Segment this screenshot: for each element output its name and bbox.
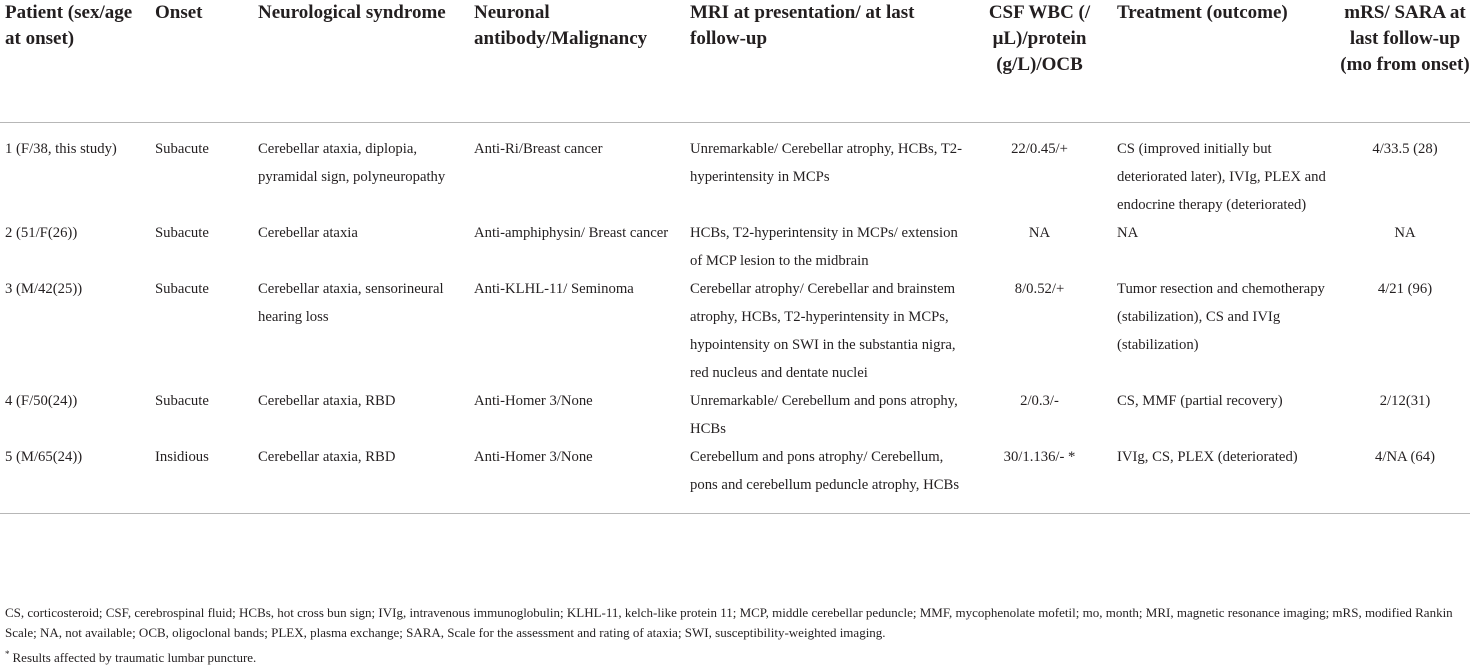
header-neurological-syndrome: Neurological syndrome [253, 0, 469, 122]
header-mri: MRI at presentation/ at last follow-up [685, 0, 967, 122]
cell-onset: Subacute [155, 392, 209, 409]
cell-onset: Subacute [155, 140, 209, 157]
header-patient: Patient (sex/age at onset) [0, 0, 150, 122]
cell-syndrome: Cerebellar ataxia, diplopia, pyramidal sign, polyneuropathy [258, 140, 446, 185]
cell-mri: Unremarkable/ Cerebellum and pons atrophy, HCBs [690, 392, 958, 437]
header-antibody-malignancy: Neuronal antibody/Malignancy [469, 0, 685, 122]
cell-onset: Subacute [155, 224, 209, 241]
cell-syndrome: Cerebellar ataxia, RBD [258, 392, 396, 409]
cell-treatment: Tumor resection and chemotherapy (stabilization), CS and IVIg (stabilization) [1117, 280, 1325, 353]
cell-antibody: Anti-Ri/Breast cancer [474, 140, 603, 157]
cell-patient: 4 (F/50(24)) [5, 392, 78, 409]
abbreviations-footnote: CS, corticosteroid; CSF, cerebrospinal fluid; HCBs, hot cross bun sign; IVIg, intravenous immunoglobulin; KLHL-11, kelch-like protein 11; MCP, middle cerebellar peduncle; MMF, mycophenolate mofetil; mo, month; MRI, magnetic resonance imaging; mRS, modified Rankin Scale; NA, not available; OCB, oligoclonal bands; PLEX, plasma exchange; SARA, Scale for the assessment and rating of ataxia; SWI, susceptibility-weighted imaging. [5, 605, 1453, 640]
cell-syndrome: Cerebellar ataxia, RBD [258, 448, 396, 465]
cell-syndrome: Cerebellar ataxia [258, 224, 358, 241]
cell-mri: Cerebellar atrophy/ Cerebellar and brainstem atrophy, HCBs, T2-hyperintensity in MCPs, hypointensity on SWI in the substantia nigra, red nucleus and dentate nuclei [690, 280, 956, 381]
cell-patient: 2 (51/F(26)) [5, 224, 78, 241]
table-row [0, 275, 1470, 387]
cell-mrs-sara: 2/12(31) [1379, 392, 1431, 409]
cell-treatment: NA [1117, 224, 1139, 241]
cell-treatment: CS, MMF (partial recovery) [1117, 392, 1283, 409]
table-header [0, 0, 1470, 122]
header-csf: CSF WBC (/μL)/protein (g/L)/OCB [967, 0, 1112, 122]
cell-csf: 2/0.3/- [1020, 392, 1059, 409]
cell-treatment: IVIg, CS, PLEX (deteriorated) [1117, 448, 1298, 465]
cell-mri: HCBs, T2-hyperintensity in MCPs/ extension of MCP lesion to the midbrain [690, 224, 958, 269]
cell-antibody: Anti-Homer 3/None [474, 392, 593, 409]
cell-antibody: Anti-amphiphysin/ Breast cancer [474, 224, 669, 241]
cell-mri: Cerebellum and pons atrophy/ Cerebellum, pons and cerebellum peduncle atrophy, HCBs [690, 448, 960, 493]
cell-syndrome: Cerebellar ataxia, sensorineural hearing loss [258, 280, 444, 325]
header-onset: Onset [150, 0, 253, 122]
asterisk-mark: * [5, 649, 10, 659]
header-row [0, 0, 1470, 122]
cell-mrs-sara: 4/21 (96) [1377, 280, 1433, 297]
cell-patient: 1 (F/38, this study) [5, 140, 117, 157]
table-row [0, 219, 1470, 275]
cell-mrs-sara: NA [1394, 224, 1416, 241]
table-row [0, 443, 1470, 514]
cell-onset: Insidious [155, 448, 209, 465]
cell-mrs-sara: 4/33.5 (28) [1372, 140, 1438, 157]
cell-antibody: Anti-KLHL-11/ Seminoma [474, 280, 634, 297]
cell-csf: 8/0.52/+ [1014, 280, 1065, 297]
table-row [0, 387, 1470, 443]
cell-csf: 22/0.45/+ [1011, 140, 1068, 157]
cell-mrs-sara: 4/NA (64) [1375, 448, 1435, 465]
asterisk-footnote-text: Results affected by traumatic lumbar puncture. [12, 650, 257, 665]
cell-patient: 3 (M/42(25)) [5, 280, 83, 297]
cell-mri: Unremarkable/ Cerebellar atrophy, HCBs, T2-hyperintensity in MCPs [690, 140, 963, 185]
asterisk-footnote [5, 645, 256, 667]
cell-csf: NA [1028, 224, 1051, 241]
header-treatment: Treatment (outcome) [1112, 0, 1340, 122]
cell-csf: 30/1.136/- * [1003, 448, 1076, 465]
cell-patient: 5 (M/65(24)) [5, 448, 83, 465]
table-body [0, 122, 1470, 513]
cell-onset: Subacute [155, 280, 209, 297]
header-mrs-sara: mRS/ SARA at last follow-up (mo from onset) [1340, 0, 1470, 122]
cell-antibody: Anti-Homer 3/None [474, 448, 593, 465]
cell-treatment: CS (improved initially but deteriorated later), IVIg, PLEX and endocrine therapy (deteriorated) [1117, 140, 1326, 213]
table-row [0, 122, 1470, 219]
